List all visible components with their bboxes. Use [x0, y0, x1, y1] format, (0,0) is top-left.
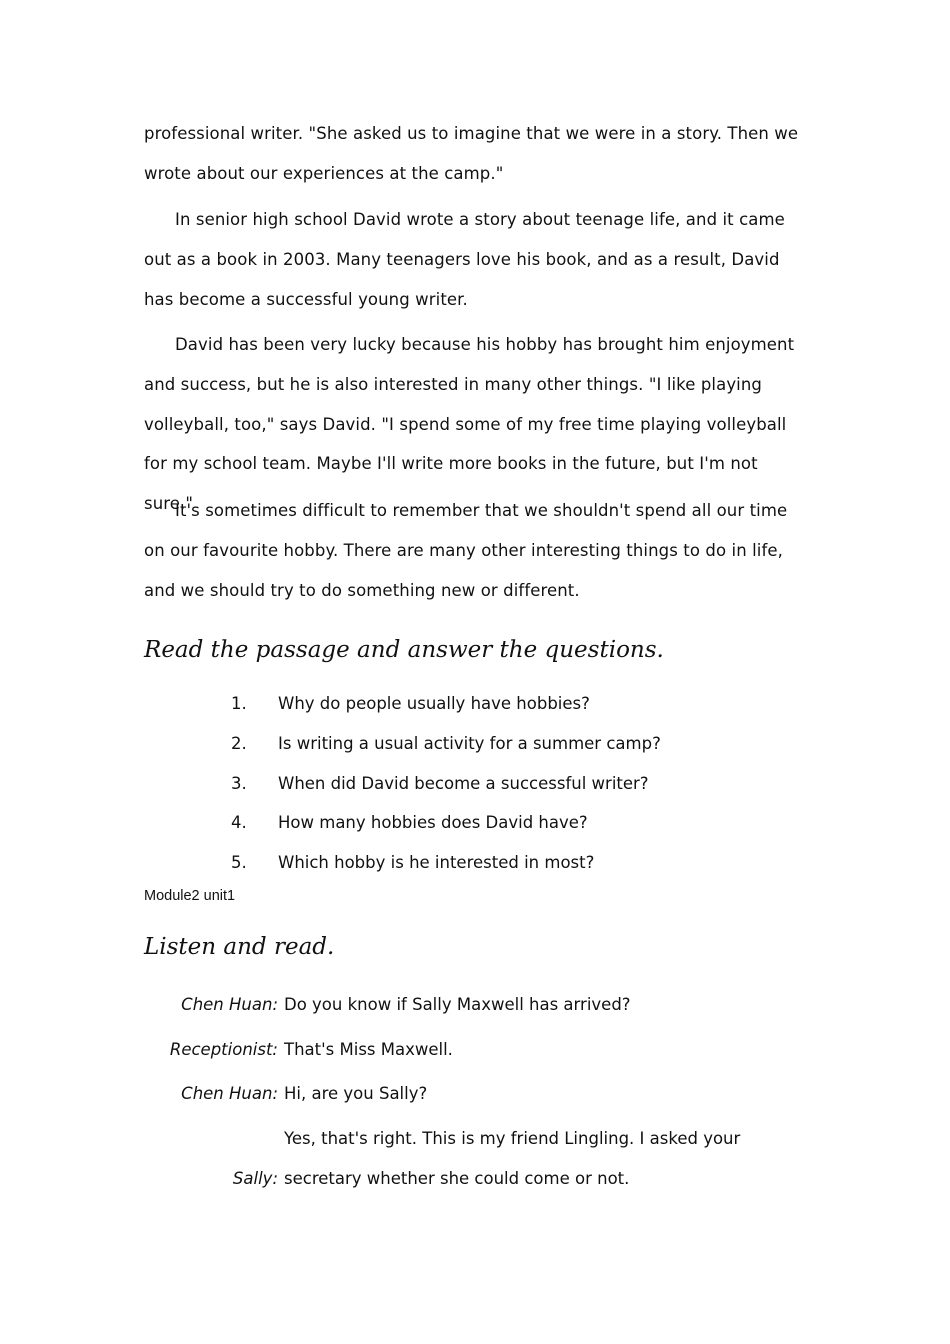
- listen-heading: Listen and read.: [144, 934, 335, 960]
- dialogue-text: Hi, are you Sally?: [284, 1084, 428, 1103]
- question-text: Which hobby is he interested in most?: [278, 853, 595, 873]
- question-number: 3.: [231, 773, 247, 793]
- passage-paragraph-2: In senior high school David wrote a story about teenage life, and it came out as a book in 2003. Many teenagers love his book, and as a result, David has become a successful young writer.: [144, 210, 785, 309]
- passage-paragraph-3: David has been very lucky because his hobby has brought him enjoyment and success, but he is also interested in many other things. "I like playing volleyball, too," says David. "I spend some of my free time playing volleyball for my school team. Maybe I'll write more books in the future, but I'm not sure.": [144, 335, 795, 514]
- question-item: [0, 843, 950, 883]
- question-text: When did David become a successful writer?: [278, 773, 649, 793]
- question-number: 1.: [231, 694, 247, 713]
- question-text: Why do people usually have hobbies?: [278, 694, 590, 713]
- passage-paragraph-4: It's sometimes difficult to remember that we shouldn't spend all our time on our favourite hobby. There are many other interesting things to do in life, and we should try to do something new or different.: [144, 501, 788, 600]
- questions-list: [0, 684, 950, 883]
- dialogue-text: Yes, that's right. This is my friend Lingling. I asked your secretary whether she could come or not.: [284, 1129, 741, 1188]
- question-item: [0, 803, 950, 843]
- question-text: Is writing a usual activity for a summer camp?: [278, 733, 661, 753]
- dialogue-speaker: Receptionist:: [169, 1040, 278, 1059]
- question-number: 2.: [231, 733, 247, 753]
- module-label: Module2 unit1: [144, 888, 236, 904]
- passage-paragraph-1: professional writer. "She asked us to imagine that we were in a story. Then we wrote about our experiences at the camp.": [144, 124, 799, 183]
- question-text: How many hobbies does David have?: [278, 813, 588, 833]
- dialogue-text: Do you know if Sally Maxwell has arrived?: [284, 995, 631, 1014]
- question-number: 5.: [231, 853, 247, 873]
- dialogue-speaker: Chen Huan:: [181, 995, 278, 1014]
- dialogue-speaker: Chen Huan:: [181, 1084, 278, 1103]
- questions-heading: Read the passage and answer the questions.: [144, 637, 664, 663]
- question-item: [0, 684, 950, 724]
- question-item: [0, 764, 950, 804]
- dialogue-speaker: Sally:: [232, 1169, 278, 1188]
- question-number: 4.: [231, 813, 247, 833]
- dialogue-text: That's Miss Maxwell.: [284, 1040, 453, 1059]
- question-item: [0, 724, 950, 764]
